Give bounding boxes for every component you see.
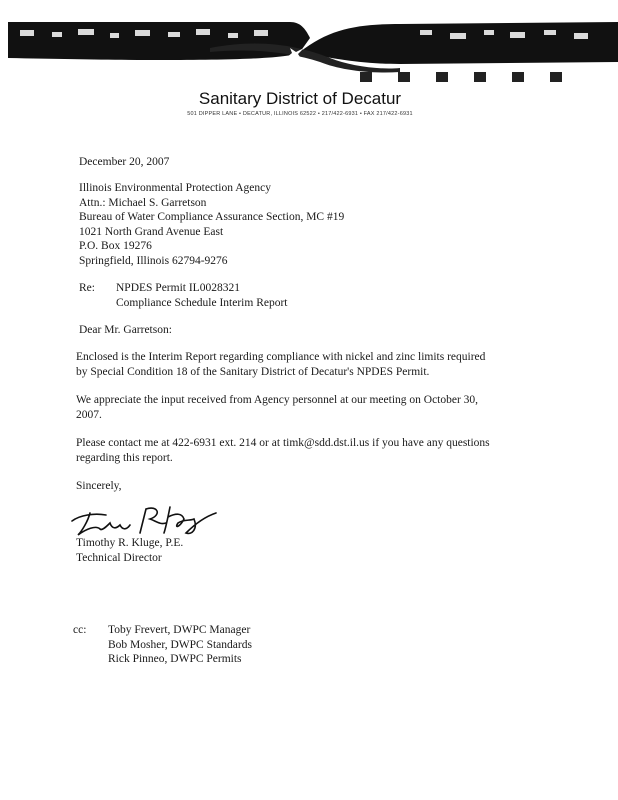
cc-recipient: Rick Pinneo, DWPC Permits [108,653,242,665]
recipient-line: Attn.: Michael S. Garretson [79,196,207,209]
re-subject-block [116,281,288,310]
signer-title: Technical Director [76,551,162,564]
body-paragraph-3 [76,436,490,465]
recipient-line: Springfield, Illinois 62794-9276 [79,254,228,267]
paragraph-line: regarding this report. [76,451,173,464]
cc-recipient: Bob Mosher, DWPC Standards [108,638,252,651]
closing: Sincerely, [76,480,122,492]
handwritten-signature [66,499,226,539]
recipient-address-block [79,181,344,268]
re-label: Re: [79,282,95,294]
re-subject-line: NPDES Permit IL0028321 [116,282,240,294]
salutation: Dear Mr. Garretson: [79,324,172,336]
paragraph-line: 2007. [76,408,102,421]
recipient-line: Illinois Environmental Protection Agency [79,182,271,194]
body-paragraph-2 [76,393,478,422]
recipient-line: P.O. Box 19276 [79,240,152,252]
paragraph-line: We appreciate the input received from Agency personnel at our meeting on October 30, [76,394,479,406]
letterhead-logo-banner [0,8,618,86]
recipient-line: Bureau of Water Compliance Assurance Section, MC #19 [79,211,345,223]
paragraph-line: by Special Condition 18 of the Sanitary District of Decatur's NPDES Permit. [76,365,430,378]
letter-date: December 20, 2007 [79,156,170,168]
signer-name: Timothy R. Kluge, P.E. [76,537,184,549]
organization-address: 501 DIPPER LANE • DECATUR, ILLINOIS 62522 • 217/422-6931 • FAX 217/422-6931 [187,111,413,117]
organization-name: Sanitary District of Decatur [198,89,402,108]
recipient-line: 1021 North Grand Avenue East [79,225,224,238]
signature-block [76,536,183,565]
cc-recipient: Toby Frevert, DWPC Manager [108,624,251,636]
body-paragraph-1 [76,350,485,379]
cc-label: cc: [73,624,87,636]
cc-list [108,623,252,667]
re-subject-line: Compliance Schedule Interim Report [116,296,288,309]
paragraph-line: Please contact me at 422-6931 ext. 214 or at timk@sdd.dst.il.us if you have any questions [76,437,490,449]
paragraph-line: Enclosed is the Interim Report regarding compliance with nickel and zinc limits required [76,351,486,363]
